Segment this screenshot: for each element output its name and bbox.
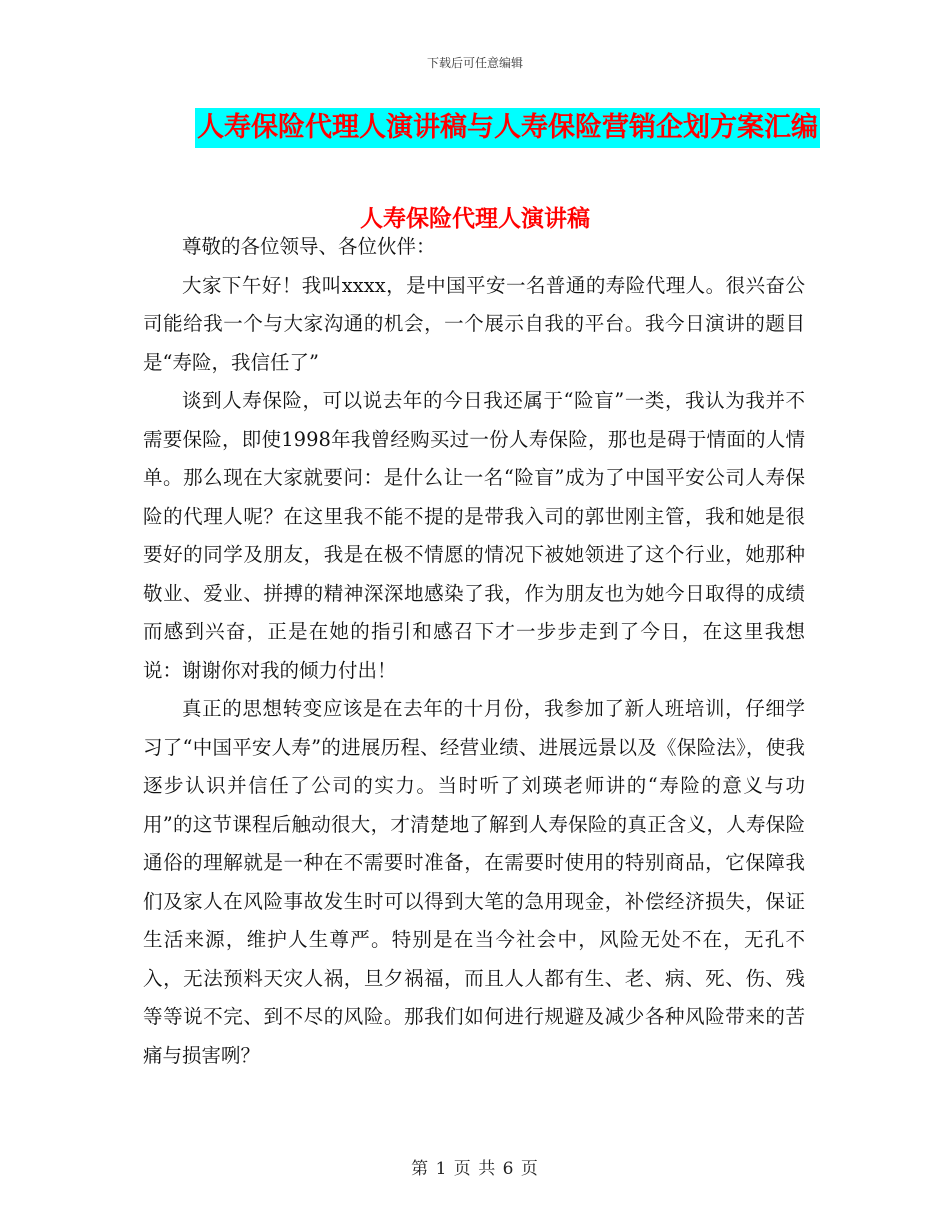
document-subtitle: 人寿保险代理人演讲稿	[360, 205, 590, 232]
page-number: 第 1 页 共 6 页	[411, 1159, 539, 1179]
body-paragraph: 真正的思想转变应该是在去年的十月份，我参加了新人班培训，仔细学习了“中国平安人寿”的进展历程、经营业绩、进展远景以及《保险法》，使我逐步认识并信任了公司的实力。当时听了刘瑛老师讲的“寿险的意义与功用”的这节课程后触动很大，才清楚地了解到人寿保险的真正含义，人寿保险通俗的理解就是一种在不需要时准备，在需要时使用的特别商品，它保障我们及家人在风险事故发生时可以得到大笔的急用现金，补偿经济损失，保证生活来源，维护人生尊严。特别是在当今社会中，风险无处不在，无孔不入，无法预料天灾人祸，旦夕祸福，而且人人都有生、老、病、死、伤、残等等说不完、到不尽的风险。那我们如何进行规避及减少各种风险带来的苦痛与损害咧？	[143, 697, 805, 1067]
document-title: 人寿保险代理人演讲稿与人寿保险营销企划方案汇编	[195, 108, 820, 148]
greeting-paragraph: 尊敬的各位领导、各位伙伴：	[182, 235, 436, 258]
header-note: 下载后可任意编辑	[426, 56, 523, 70]
body-paragraph: 谈到人寿保险，可以说去年的今日我还属于“险盲”一类，我认为我并不需要保险，即使1998年我曾经购买过一份人寿保险，那也是碍于情面的人情单。那么现在大家就要问：是什么让一名“险盲”成为了中国平安公司人寿保险的代理人呢？在这里我不能不提的是带我入司的郭世刚主管，我和她是很要好的同学及朋友，我是在极不情愿的情况下被她领进了这个行业，她那种敬业、爱业、拼搏的精神深深地感染了我，作为朋友也为她今日取得的成绩而感到兴奋，正是在她的指引和感召下才一步步走到了今日，在这里我想说：谢谢你对我的倾力付出！	[143, 389, 805, 682]
body-paragraph: 大家下午好！我叫xxxx，是中国平安一名普通的寿险代理人。很兴奋公司能给我一个与大家沟通的机会，一个展示自我的平台。我今日演讲的题目是“寿险，我信任了”	[143, 273, 805, 374]
document-body	[143, 228, 805, 1075]
